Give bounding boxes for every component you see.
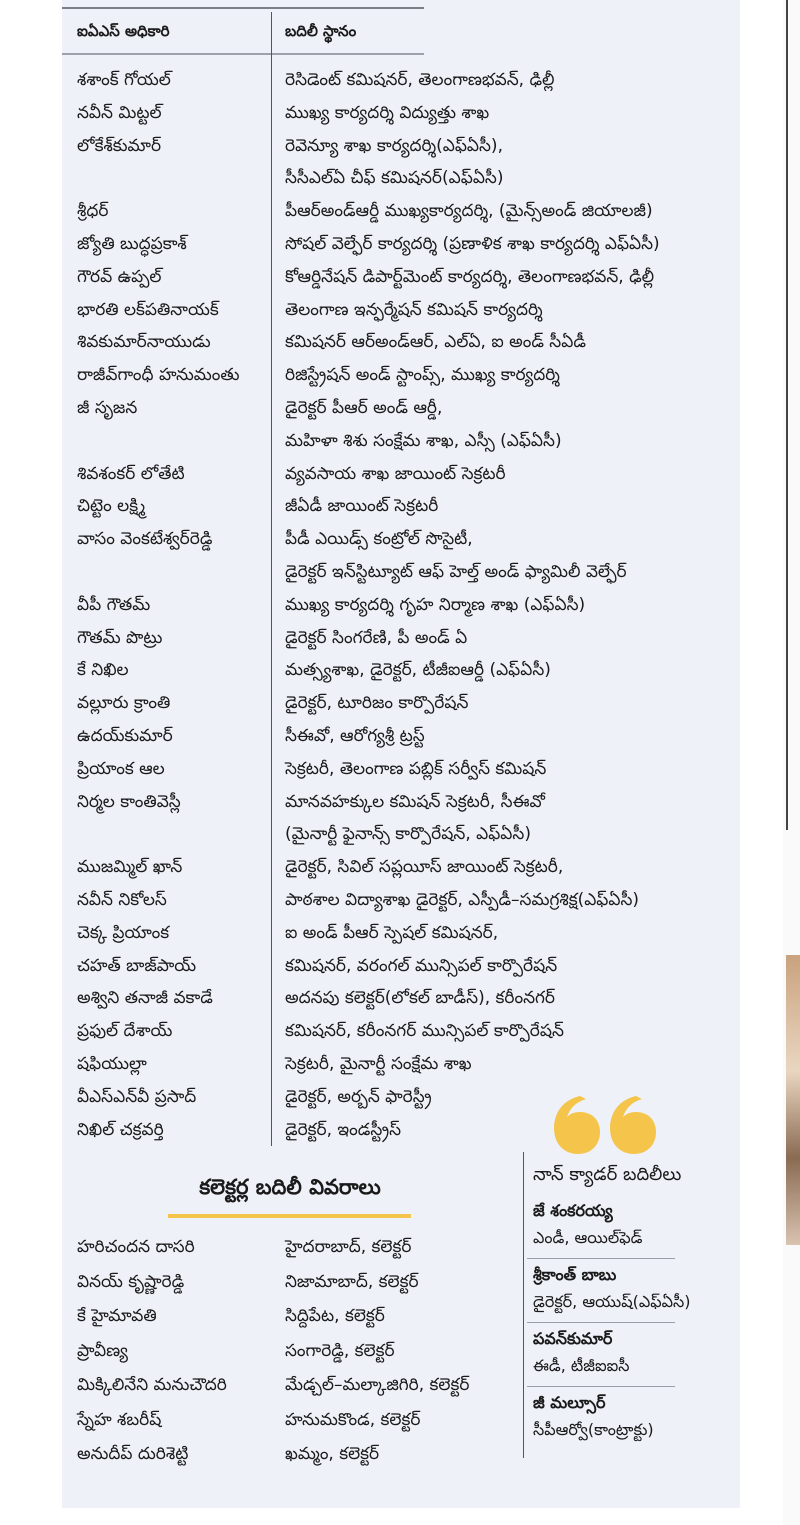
posting-text: మానవహక్కుల కమిషన్ సెక్రటరీ, సీఈవో: [285, 791, 545, 812]
posting-text-continued: మహిళా శిశు సంక్షేమ శాఖ, ఎస్సీ (ఎఫ్ఏసీ): [285, 430, 562, 451]
posting-text-continued: సీసీఎల్ఏ చీఫ్ కమిషనర్(ఎఫ్ఏసీ): [285, 168, 504, 189]
table-row: [0, 753, 800, 785]
posting-text: పీఆర్అండ్ఆర్డీ ముఖ్యకార్యదర్శి, (మైన్స్అండ్ జియాలజీ): [285, 201, 653, 222]
table-row: [0, 64, 800, 96]
posting-text: డైరెక్టర్, అర్బన్ ఫారెస్ట్రీ: [285, 1086, 432, 1107]
adjacent-page-rule: [786, 0, 788, 830]
posting-text: రిజిస్ట్రేషన్ అండ్ స్టాంప్స్, ముఖ్య కార్యదర్శి: [285, 365, 560, 386]
posting-text: సెక్రటరీ, తెలంగాణ పబ్లిక్ సర్వీస్ కమిషన్: [285, 758, 547, 779]
non-cadre-name: జీ మల్సూర్: [533, 1393, 606, 1412]
table-row: [0, 130, 800, 189]
table-row: [0, 917, 800, 949]
non-cadre-title: నాన్ క్యాడర్ బదిలీలు: [533, 1164, 682, 1185]
officer-name: గౌతమ్ పొట్రు: [77, 627, 163, 648]
table-row: [0, 950, 800, 982]
non-cadre-separator: [527, 1258, 675, 1259]
officer-name: జీ సృజన: [77, 398, 138, 418]
officer-name: చెక్క ప్రియాంక: [77, 922, 170, 943]
column-header-posting: బదిలీ స్థానం: [285, 22, 357, 40]
collector-row: [0, 1302, 520, 1334]
collector-row: [0, 1268, 520, 1300]
table-row: [0, 687, 800, 719]
collector-district: నిజామాబాద్, కలెక్టర్: [285, 1271, 419, 1292]
posting-text: కోఆర్డినేషన్ డిపార్ట్‌మెంట్ కార్యదర్శి, తెలంగాణభవన్, ఢిల్లీ: [285, 266, 655, 287]
collectors-section-title: కలెక్టర్ల బదిలీ వివరాలు: [199, 1175, 381, 1199]
non-cadre-role: డైరెక్టర్, ఆయుష్(ఎఫ్ఏసీ): [533, 1292, 691, 1311]
table-row: [0, 1015, 800, 1047]
posting-text: డైరెక్టర్ పీఆర్ అండ్ ఆర్డీ,: [285, 398, 443, 418]
posting-text: ముఖ్య కార్యదర్శి గృహ నిర్మాణ శాఖ (ఎఫ్ఏసీ): [285, 594, 586, 615]
officer-name: వాసం వెంకటేశ్వర్‌రెడ్డి: [77, 529, 213, 550]
table-row: [0, 392, 800, 451]
posting-text: వ్యవసాయ శాఖ జాయింట్ సెక్రటరీ: [285, 463, 506, 484]
officer-name: అశ్విని తనాజీ వకాడే: [77, 988, 213, 1009]
posting-text: రెసిడెంట్ కమిషనర్, తెలంగాణభవన్, ఢిల్లీ: [285, 70, 555, 90]
table-row: [0, 326, 800, 358]
collector-row: [0, 1233, 520, 1265]
officer-name: వీపీ గౌతమ్: [77, 594, 151, 615]
collector-row: [0, 1440, 520, 1472]
collector-district: హనుమకొండ, కలెక్టర్: [285, 1409, 421, 1430]
collector-name: స్నేహ శబరీష్: [77, 1409, 162, 1430]
posting-text-continued: డైరెక్టర్ ఇన్‌స్టిట్యూట్ ఆఫ్ హెల్త్ అండ్ ఫ్యామిలీ వెల్ఫేర్: [285, 561, 627, 582]
non-cadre-role: ఈడీ, టీజీఐఐసీ: [533, 1356, 630, 1375]
collector-name: అనుదీప్ దురిశెట్టి: [77, 1444, 189, 1464]
non-cadre-separator: [527, 1386, 675, 1387]
posting-text: రెవెన్యూ శాఖ కార్యదర్శి(ఎఫ్ఏసీ),: [285, 135, 503, 156]
collector-district: సిద్దిపేట, కలెక్టర్: [285, 1306, 385, 1326]
officer-name: శశాంక్ గోయల్: [77, 70, 171, 90]
posting-text: డైరెక్టర్, ఇండస్ట్రీస్: [285, 1119, 402, 1140]
officer-name: ముజమ్మిల్ ఖాన్: [77, 857, 183, 878]
table-row: [0, 982, 800, 1014]
collector-name: కే హైమావతి: [77, 1306, 157, 1326]
officer-name: శివకుమార్‌నాయుడు: [77, 332, 211, 353]
officer-name: వీఎస్ఎన్‌వీ ప్రసాద్: [77, 1086, 197, 1107]
table-row: [0, 97, 800, 129]
officer-name: నవీన్ మిట్టల్: [77, 102, 162, 123]
table-row: [0, 261, 800, 293]
officer-name: ఉదయ్‌కుమార్: [77, 726, 173, 746]
non-cadre-name: జే శంకరయ్య: [533, 1201, 613, 1220]
officer-name: షఫియుల్లా: [77, 1054, 147, 1074]
posting-text: డైరెక్టర్, టూరిజం కార్పొరేషన్: [285, 693, 469, 714]
non-cadre-name: పవన్‌కుమార్: [533, 1329, 613, 1348]
table-header-rule: [62, 53, 424, 55]
posting-text: ముఖ్య కార్యదర్శి విద్యుత్తు శాఖ: [285, 102, 490, 123]
table-row: [0, 359, 800, 391]
officer-name: కే నిఖిల: [77, 660, 129, 681]
collector-name: హరిచందన దాసరి: [77, 1237, 195, 1257]
collector-row: [0, 1406, 520, 1438]
posting-text: కమిషనర్ ఆర్అండ్ఆర్, ఎల్ఏ, ఐ అండ్ సీఏడీ: [285, 332, 586, 353]
posting-text: డైరెక్టర్, సివిల్ సప్లయీస్ జాయింట్ సెక్రటరీ,: [285, 857, 564, 878]
officer-name: నవీన్ నికోలస్: [77, 890, 167, 910]
officer-name: చహత్ బాజ్‌పాయ్: [77, 955, 197, 976]
officer-name: భారతి లక్‌పతినాయక్: [77, 299, 219, 320]
officer-name: రాజీవ్‌గాంధీ హనుమంతు: [77, 365, 240, 386]
table-row: [0, 195, 800, 227]
posting-text: ఐ అండ్ పీఆర్ స్పెషల్ కమిషనర్,: [285, 922, 499, 943]
collector-row: [0, 1371, 520, 1403]
officer-name: నిఖిల్ చక్రవర్తి: [77, 1119, 164, 1140]
table-row: [0, 1081, 800, 1113]
posting-text: కమిషనర్, కరీంనగర్ మున్సిపల్ కార్పొరేషన్: [285, 1021, 564, 1042]
table-row: [0, 654, 800, 686]
collector-row: [0, 1337, 520, 1369]
collector-name: ప్రావీణ్య: [77, 1340, 128, 1361]
collector-district: ఖమ్మం, కలెక్టర్: [285, 1444, 380, 1464]
table-top-rule: [62, 7, 424, 9]
collector-name: వినయ్ కృష్ణారెడ్డి: [77, 1271, 185, 1292]
posting-text: సీఈవో, ఆరోగ్యశ్రీ ట్రస్ట్: [285, 726, 425, 746]
table-row: [0, 228, 800, 260]
posting-text: జీఏడీ జాయింట్ సెక్రటరీ: [285, 496, 439, 517]
collector-district: హైదరాబాద్, కలెక్టర్: [285, 1237, 412, 1257]
posting-text: అదనపు కలెక్టర్(లోకల్ బాడీస్), కరీంనగర్: [285, 988, 556, 1009]
table-row: [0, 851, 800, 883]
table-row: [0, 720, 800, 752]
posting-text: సోషల్ వెల్ఫేర్ కార్యదర్శి (ప్రణాళిక శాఖ కార్యదర్శి ఎఫ్ఏసీ): [285, 234, 660, 254]
non-cadre-role: ఎండీ, ఆయిల్‌ఫెడ్: [533, 1228, 643, 1247]
posting-text: పాఠశాల విద్యాశాఖ డైరెక్టర్, ఎస్పీడీ–సమగ్రశిక్ష(ఎఫ్ఏసీ): [285, 890, 640, 910]
table-row: [0, 523, 800, 582]
non-cadre-name: శ్రీకాంత్ బాబు: [533, 1265, 617, 1284]
officer-name: నిర్మల కాంతివెస్లీ: [77, 791, 181, 812]
officer-name: గౌరవ్ ఉప్పల్: [77, 266, 162, 287]
quote-icon: [550, 1088, 660, 1158]
collector-name: మిక్కిలినేని మనుచౌదరి: [77, 1375, 227, 1395]
posting-text: మత్స్యశాఖ, డైరెక్టర్, టీజీఐఆర్డీ (ఎఫ్ఏసీ): [285, 660, 551, 681]
table-row: [0, 884, 800, 916]
officer-name: ప్రఫుల్ దేశాయ్: [77, 1021, 173, 1042]
non-cadre-role: సీపీఆర్వో(కాంట్రాక్టు): [533, 1420, 654, 1439]
officer-name: ప్రియాంక ఆల: [77, 758, 165, 779]
adjacent-page-photo: [786, 955, 800, 1245]
officer-name: శివశంకర్ లోతేటి: [77, 463, 185, 484]
non-cadre-divider: [523, 1152, 524, 1458]
column-divider: [271, 12, 272, 1146]
table-row: [0, 1114, 800, 1146]
collector-district: సంగారెడ్డి, కలెక్టర్: [285, 1340, 395, 1361]
officer-name: వల్లూరు క్రాంతి: [77, 693, 171, 714]
table-row: [0, 589, 800, 621]
posting-text: సెక్రటరీ, మైనార్టీ సంక్షేమ శాఖ: [285, 1054, 472, 1074]
posting-text: డైరెక్టర్ సింగరేణి, పీ అండ్ ఏ: [285, 627, 468, 648]
posting-text: పీడీ ఎయిడ్స్ కంట్రోల్ సొసైటీ,: [285, 529, 473, 550]
table-row: [0, 786, 800, 845]
officer-name: చిట్టెం లక్ష్మి: [77, 496, 146, 517]
collectors-title-underline: [168, 1214, 411, 1218]
officer-name: లోకేశ్‌కుమార్: [77, 135, 162, 156]
table-row: [0, 294, 800, 326]
posting-text: తెలంగాణ ఇన్ఫర్మేషన్ కమిషన్ కార్యదర్శి: [285, 299, 543, 320]
table-row: [0, 1048, 800, 1080]
officer-name: శ్రీధర్: [77, 201, 109, 222]
officer-name: జ్యోతి బుద్ధప్రకాశ్: [77, 234, 187, 254]
column-header-officer: ఐఏఎస్ అధికారి: [77, 22, 170, 40]
table-row: [0, 490, 800, 522]
table-row: [0, 458, 800, 490]
table-row: [0, 622, 800, 654]
collector-district: మేడ్చల్–మల్కాజిగిరి, కలెక్టర్: [285, 1375, 470, 1395]
posting-text: కమిషనర్, వరంగల్ మున్సిపల్ కార్పొరేషన్: [285, 955, 558, 976]
posting-text-continued: (మైనార్టీ ఫైనాన్స్ కార్పొరేషన్, ఎఫ్ఏసీ): [285, 824, 531, 845]
non-cadre-separator: [527, 1322, 675, 1323]
